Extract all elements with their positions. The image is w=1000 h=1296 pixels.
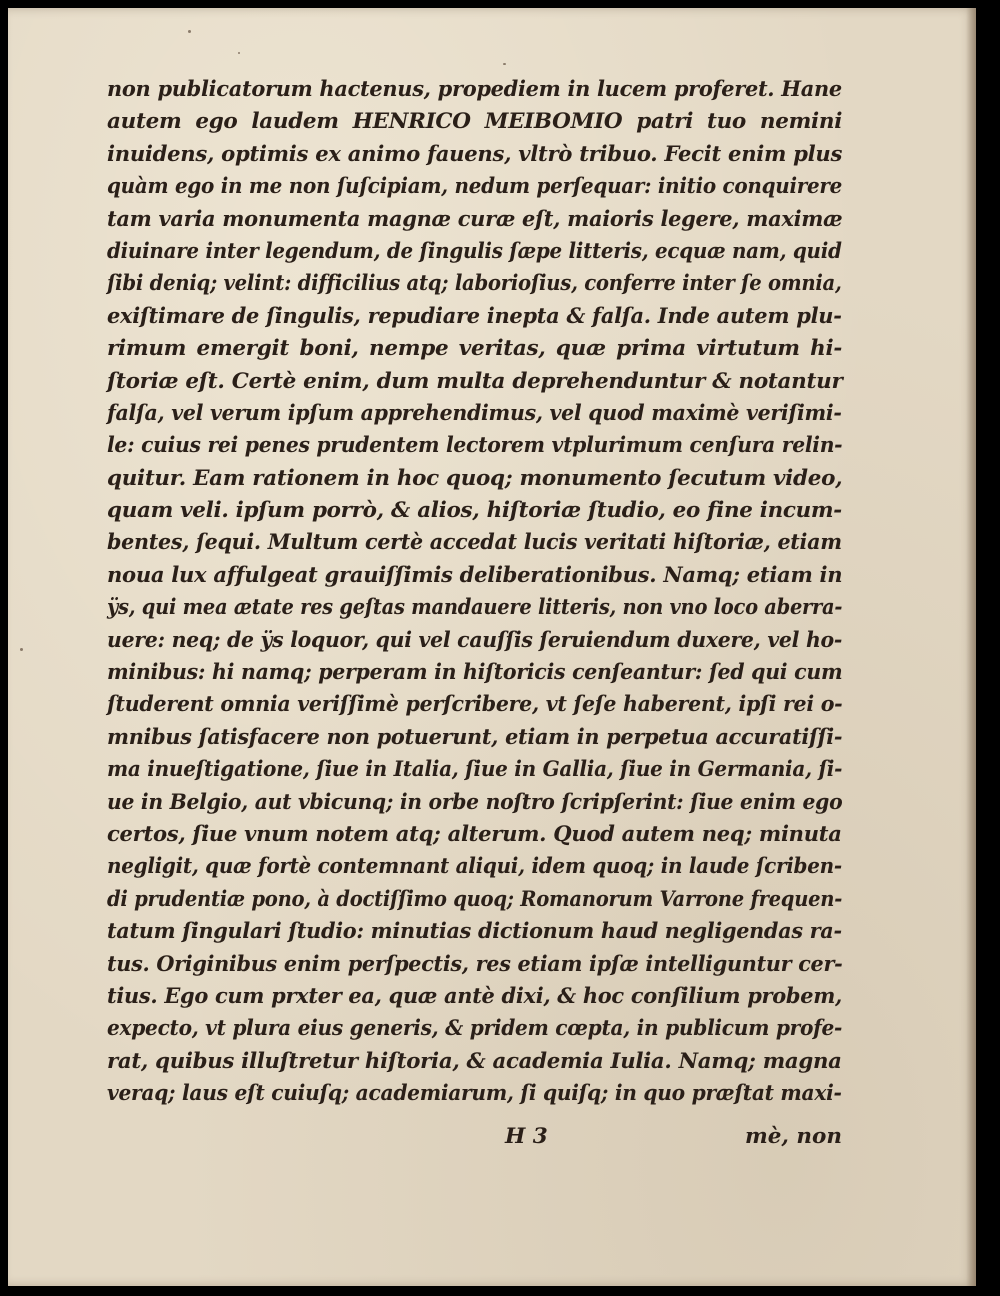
text-line: ÿs, qui mea ætate res geſtas mandauere litteris, non vno loco aberra- xyxy=(107,595,843,621)
text-line: negligit, quæ fortè contemnant aliqui, idem quoq; in laude ſcriben- xyxy=(107,854,842,880)
text-line: certos, ſiue vnum notem atq; alterum. Quod autem neq; minuta xyxy=(107,821,842,847)
text-line: veraq; laus eſt cuiuſq; academiarum, ſi quiſq; in quo præſtat maxi- xyxy=(107,1081,842,1107)
text-line: minibus: hi namq; perperam in hiſtoricis cenſeantur: ſed qui cum xyxy=(107,660,843,686)
text-line: ſtoriæ eſt. Certè enim, dum multa deprehenduntur & notantur xyxy=(107,368,843,394)
page-footer xyxy=(107,1124,842,1156)
catchword: mè, non xyxy=(744,1124,842,1149)
text-line: ue in Belgio, aut vbicunq; in orbe noſtro ſcripſerint: ſiue enim ego xyxy=(107,789,843,815)
text-line: tatum ſingulari ſtudio: minutias dictionum haud negligendas ra- xyxy=(107,919,842,945)
text-line: rat, quibus illuſtretur hiſtoria, & academia Iulia. Namq; magna xyxy=(107,1048,842,1074)
text-line: le: cuius rei penes prudentem lectorem vtplurimum cenſura relin- xyxy=(107,433,843,459)
text-line: non publicatorum hactenus, propediem in lucem proferet. Hane xyxy=(107,77,842,102)
text-line: ſtuderent omnia veriſſimè perſcribere, vt ſeſe haberent, ipſi rei o- xyxy=(107,692,843,718)
ink-speck xyxy=(20,648,23,651)
signature-mark: H 3 xyxy=(505,1124,548,1149)
text-line: mnibus ſatisfacere non potuerunt, etiam in perpetua accuratiſſi- xyxy=(107,724,843,750)
text-line: expecto, vt plura eius generis, & pridem cœpta, in publicum profe- xyxy=(107,1016,843,1042)
text-line: tus. Originibus enim perſpectis, res etiam ipſæ intelliguntur cer- xyxy=(107,951,843,977)
text-line: autem ego laudem HENRICO MEIBOMIO patri tuo nemini xyxy=(107,109,843,135)
text-line: diuinare inter legendum, de ſingulis ſæpe litteris, ecquæ nam, quid xyxy=(107,238,842,264)
text-line: falſa, vel verum ipſum apprehendimus, vel quod maximè veriſimi- xyxy=(107,400,842,426)
text-line: ſibi deniq; velint: difficilius atq; laborioſius, conferre inter ſe omnia, xyxy=(107,271,842,297)
ink-speck xyxy=(188,30,191,33)
text-line: quàm ego in me non ſuſcipiam, nedum perſequar: initio conquirere xyxy=(107,174,843,200)
text-line: ma inueſtigatione, ſiue in Italia, ſiue in Gallia, ſiue in Germania, ſi- xyxy=(107,757,843,783)
text-line: rimum emergit boni, nempe veritas, quæ prima virtutum hi- xyxy=(107,336,843,362)
text-line: di prudentiæ pono, à doctiſſimo quoq; Romanorum Varrone frequen- xyxy=(107,886,843,912)
body-text xyxy=(107,74,842,1111)
ink-speck xyxy=(503,63,506,65)
text-line: uere: neq; de ÿs loquor, qui vel cauſſis ſeruiendum duxere, vel ho- xyxy=(107,627,843,653)
text-line: exiſtimare de ſingulis, repudiare inepta & falſa. Inde autem plu- xyxy=(107,303,842,329)
text-line: noua lux affulgeat grauiſſimis deliberationibus. Namq; etiam in xyxy=(107,562,843,588)
text-line: quitur. Eam rationem in hoc quoq; monumento ſecutum video, xyxy=(107,465,843,491)
text-line: tius. Ego cum prxter ea, quæ antè dixi, & hoc conſilium probem, xyxy=(107,983,843,1009)
text-line: tam varia monumenta magnæ curæ eſt, maioris legere, maximæ xyxy=(107,206,843,232)
text-line: inuidens, optimis ex animo fauens, vltrò tribuo. Fecit enim plus xyxy=(107,141,843,167)
page-edge-shadow xyxy=(966,8,976,1286)
ink-speck xyxy=(238,52,240,54)
text-line: quam veli. ipſum porrò, & alios, hiſtoriæ ſtudio, eo fine incum- xyxy=(107,498,842,524)
text-line: bentes, ſequi. Multum certè accedat lucis veritati hiſtoriæ, etiam xyxy=(107,530,842,556)
